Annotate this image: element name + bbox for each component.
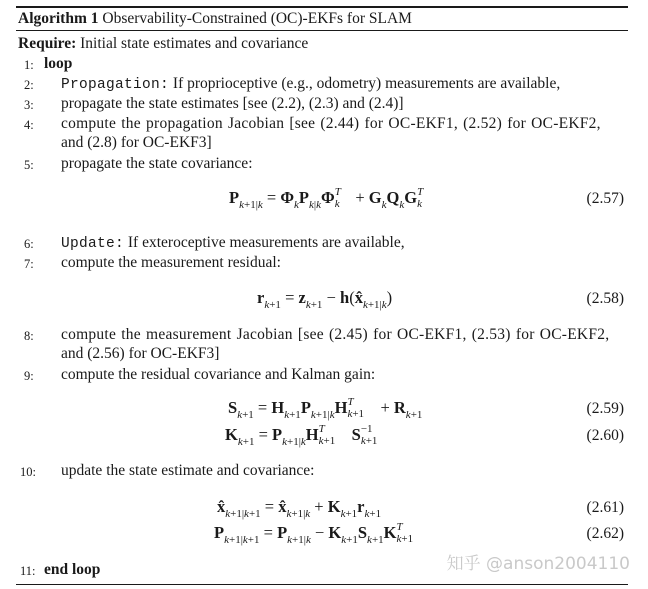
require-text: Initial state estimates and covariance xyxy=(80,35,309,52)
algorithm-label: Algorithm 1 xyxy=(18,10,99,27)
equation-2-60: $K_{k+1} = P_{k+1|k}H$ T k+1 S −1 k+1 xyxy=(225,423,378,448)
propagation-keyword: Propagation: xyxy=(61,77,170,93)
line-10-text: update the state estimate and covariance: xyxy=(61,462,315,479)
line-5-text: propagate the state covariance: xyxy=(61,155,253,172)
top-rule xyxy=(16,6,628,8)
equation-number: (2.60) xyxy=(586,427,624,444)
equation-number: (2.59) xyxy=(586,400,624,417)
line-4-text: compute the propagation Jacobian [see (2.44) for OC-EKF1, (2.52) for OC-EKF2, xyxy=(61,115,601,132)
equation-number: (2.62) xyxy=(586,525,624,542)
line-2 xyxy=(61,75,560,94)
line-2-text: If proprioceptive (e.g., odometry) measurements are available, xyxy=(172,75,561,92)
equation-2-57: $P_{k+1|k} = \Phi_kP_{k|k}\Phi$ T k + $G_kQ_kG$ T k xyxy=(229,186,424,211)
algorithm-title xyxy=(18,10,412,28)
line-number: 9: xyxy=(24,369,34,383)
watermark: 知乎 @anson2004110 xyxy=(446,554,630,574)
line-9-text: compute the residual covariance and Kalman gain: xyxy=(61,366,376,383)
equation-2-59: $S_{k+1} = H_{k+1}P_{k+1|k}H$ T k+1 + $R_{k+1}$ xyxy=(228,396,423,421)
bottom-rule xyxy=(16,584,628,585)
equation-2-62: $P_{k+1|k+1} = P_{k+1|k} - K_{k+1}S_{k+1}K$ T k+1 xyxy=(214,521,414,546)
line-number: 1: xyxy=(24,58,34,72)
line-number: 6: xyxy=(24,237,34,251)
equation-2-61: $x̂_{k+1|k+1}$ = $x̂_{k+1|k} + K_{k+1}r_{k+1}$ xyxy=(217,497,382,520)
update-keyword: Update: xyxy=(61,236,125,252)
equation-number: (2.57) xyxy=(586,190,624,207)
require-line xyxy=(18,35,308,53)
line-number: 2: xyxy=(24,78,34,92)
line-number: 7: xyxy=(24,257,34,271)
title-rule xyxy=(16,30,628,31)
line-number: 10: xyxy=(20,465,36,479)
line-number: 11: xyxy=(20,564,36,578)
line-number: 8: xyxy=(24,329,34,343)
line-8-text: compute the measurement Jacobian [see (2.45) for OC-EKF1, (2.53) for OC-EKF2, xyxy=(61,326,610,343)
line-number: 5: xyxy=(24,158,34,172)
line-4-text-cont: and (2.8) for OC-EKF3] xyxy=(61,134,212,151)
equation-number: (2.58) xyxy=(586,290,624,307)
line-number: 4: xyxy=(24,118,34,132)
line-8-text-cont: and (2.56) for OC-EKF3] xyxy=(61,345,220,362)
require-label: Require: xyxy=(18,35,77,52)
algorithm-name: Observability-Constrained (OC)-EKFs for SLAM xyxy=(102,10,412,27)
line-number: 3: xyxy=(24,98,34,112)
line-6 xyxy=(61,234,405,253)
line-6-text: If exteroceptive measurements are available, xyxy=(127,234,405,251)
line-3-text: propagate the state estimates [see (2.2), (2.3) and (2.4)] xyxy=(61,95,404,112)
line-7-text: compute the measurement residual: xyxy=(61,254,281,271)
end-loop-keyword: end loop xyxy=(44,561,101,578)
equation-number: (2.61) xyxy=(586,499,624,516)
equation-2-58: $r_{k+1} = z_{k+1}$ − $h(x̂_{k+1|k})$ xyxy=(257,288,393,311)
loop-keyword: loop xyxy=(44,55,73,72)
